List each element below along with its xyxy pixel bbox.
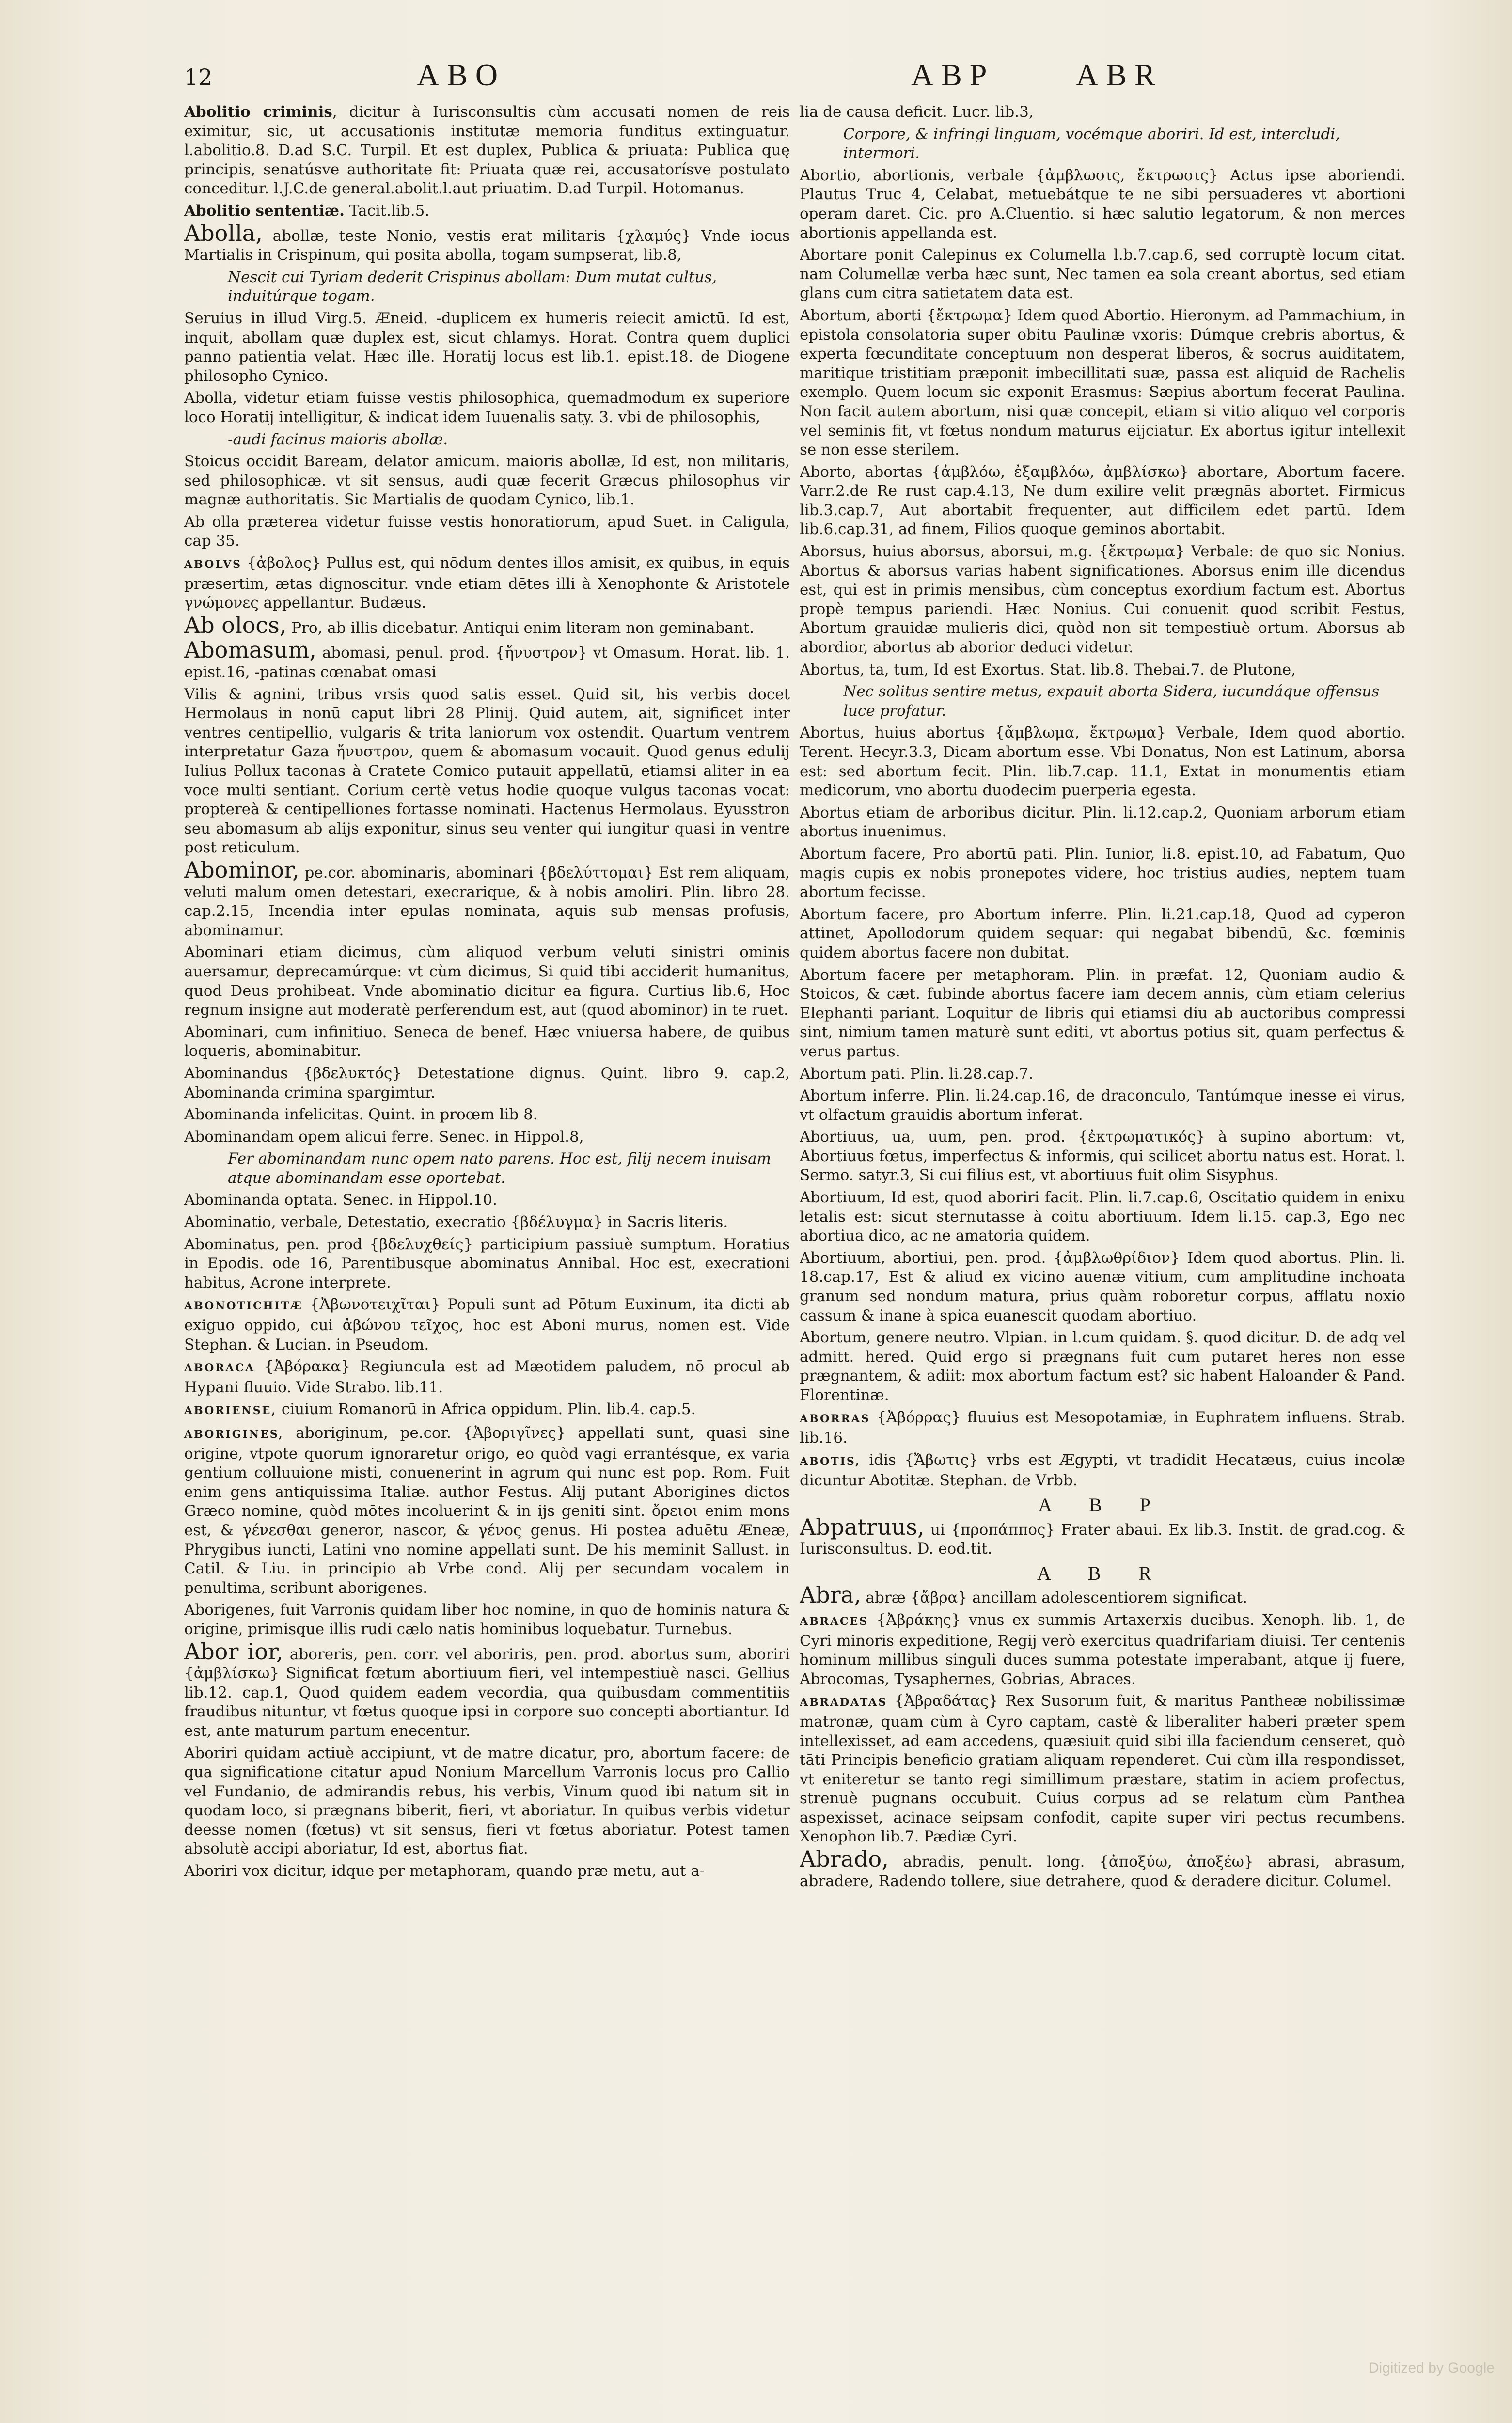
- entry-headword: Ab olocs,: [184, 612, 287, 638]
- dictionary-entry: [184, 1023, 790, 1061]
- entry-text: idis {Ἄβωτις} vrbs est Ægypti, vt tradidit Hecatæus, cuius incolæ dicuntur Abotitæ. Stephan. de Vrbb.: [800, 1451, 1405, 1490]
- verse-quote: -audi facinus maioris abollæ.: [228, 430, 448, 448]
- dictionary-entry: [800, 1065, 1405, 1084]
- entry-headword: Abomasum,: [184, 637, 316, 663]
- dictionary-entry: [800, 724, 1405, 800]
- dictionary-entry: [184, 943, 790, 1020]
- dictionary-entry: [184, 389, 790, 427]
- verse-quote: Nec solitus sentire metus, expauit aborta Sidera, iucundáque offensus luce profatur.: [843, 683, 1380, 720]
- entry-text: Abortiuum, Id est, quod aboriri facit. Plin. li.7.cap.6, Oscitatio quidem in enixu letalis est: sicut sternutasse à coitu abortiuum. Idem li.15. cap.3, Ego nec abortiua dico, ac ne amatoria quidem.: [800, 1189, 1405, 1245]
- dictionary-entry: [800, 1086, 1405, 1125]
- entry-text: {Ἀβόρακα} Regiuncula est ad Mæotidem paludem, nō procul ab Hypani fluuio. Vide Strabo. lib.11.: [184, 1358, 790, 1396]
- dictionary-entry: [184, 856, 790, 940]
- verse-quote: Fer abominandam nunc opem nato parens. Hoc est, filij necem inuisam atque abominandam esse oportebat.: [228, 1150, 771, 1187]
- entry-headword: ABONOTICHITÆ: [184, 1300, 303, 1313]
- dictionary-entry: [184, 220, 790, 265]
- entry-text: Abortus, ta, tum, Id est Exortus. Stat. lib.8. Thebai.7. de Plutone,: [800, 661, 1296, 678]
- dictionary-entry: [184, 1128, 790, 1147]
- entry-text: ui {προπάππος} Frater abaui. Ex lib.3. Instit. de grad.cog. & Iurisconsultus. D. eod.tit.: [800, 1521, 1405, 1558]
- dictionary-entry: [800, 1408, 1405, 1448]
- dictionary-entry: [800, 166, 1405, 243]
- dictionary-entry: [800, 1692, 1405, 1847]
- entry-text: abræ {ἄβρα} ancillam adolescentiorem significat.: [861, 1589, 1247, 1607]
- verse-quote: Corpore, & infringi linguam, vocémque aboriri. Id est, intercludi, intermori.: [843, 125, 1340, 162]
- dictionary-entry: [184, 612, 790, 638]
- entry-text: Stoicus occidit Baream, delator amicum. maioris abollæ, Id est, non militaris, sed philosophicæ. vt sit sensus, audi quæ fecerit Græcus philosophus vir magnæ authoritatis. Sic Martialis de quodam Cynico, lib.1.: [184, 453, 790, 509]
- dictionary-entry: [800, 1451, 1405, 1491]
- entry-text: Seruius in illud Virg.5. Æneid. -duplicem ex humeris reiecit amictū. Id est, inquit, abollam quæ duplex est, sicut chlamys. Horat. Contra quem duplici panno patientia velat. Hæc ille. Horatij locus est lib.1. epist.18. de Diogene philosopho Cynico.: [184, 309, 790, 385]
- entry-headword: ABORACA: [184, 1362, 255, 1375]
- dictionary-entry: [184, 1191, 790, 1210]
- dictionary-entry: [800, 542, 1405, 658]
- page-number: 12: [184, 64, 213, 90]
- entry-text: Abominatus, pen. prod {βδελυχθείς} participium passiuè sumptum. Horatius in Epodis. ode 16, Parentibusque abominatus Annibal. Hoc est, execrationi habitus, Acrone interprete.: [184, 1235, 790, 1291]
- dictionary-entry: [800, 1846, 1405, 1891]
- entry-text: Abortare ponit Calepinus ex Columella l.b.7.cap.6, sed corruptè locum citat. nam Columellæ verba hæc sunt, Nec tamen ea sola creant abortus, sed etiam glans cum citra satietatem data est.: [800, 246, 1405, 302]
- dictionary-entry: [184, 1235, 790, 1293]
- digitization-watermark: Digitized by Google: [1368, 2360, 1495, 2376]
- dictionary-entry: [184, 513, 790, 551]
- entry-text: Abortus etiam de arboribus dicitur. Plin. li.12.cap.2, Quoniam arborum etiam abortus inuenimus.: [800, 803, 1405, 841]
- entry-text: Abortus, huius abortus {ἄμβλωμα, ἔκτρωμα} Verbale, Idem quod abortio. Terent. Hecyr.3.3, Dicam abortum esse. Vbi Donatus, Non est Latinum, aborsa est: sed abortum fecit. Plin. lib.7.cap. 11.1, Extat in monumentis etiam medicorum, vno abortu duodecim puerperia egesta.: [800, 724, 1405, 800]
- entry-text: {Ἀβωνοτειχῖται} Populi sunt ad Pōtum Euxinum, ita dicti ab exiguo oppido, cui ἀβώνου τεῖχος, hoc est Aboni murus, nomen est. Vide Stephan. & Lucian. in Pseudom.: [184, 1296, 790, 1353]
- entry-text: {Ἀβράκης} vnus ex summis Artaxerxis ducibus. Xenoph. lib. 1, de Cyri minoris expeditione, Regij verò exercitus quadrifariam diuisi. Ter centenis hominum millibus singuli duces summa potestate imperabant, atque ij fuere, Abrocomas, Tysaphernes, Gobrias, Abraces.: [800, 1611, 1405, 1688]
- entry-text: aboriginum, pe.cor. {Ἀβοριγῖνες} appellati sunt, quasi sine origine, vtpote quorum ignoraretur origo, eo quòd vagi errantésque, ex varia gentium colluuione misti, conuenerint in agrum qui nunc est pop. Rom. Fuit enim gens antiquissima Italiæ. author Festus. Alij putant Aborigines dictos Græco nomine, quòd mōtes incoluerint & in ijs geniti sint. ὄρειοι enim mons est, & γένεσθαι generor, nascor, & γένος genus. Hi postea aduētu Æneæ, Phrygibus iuncti, Latini vno nomine appellati sunt. De his meminit Sallust. in Catil. & Liu. in principio ab Vrbe cond. Alij per secundam vocalem in penultima, scribunt aborigenes.: [184, 1424, 790, 1597]
- entry-headword: Abominor,: [184, 856, 299, 883]
- entry-headword: ABOTIS,: [800, 1455, 861, 1468]
- left-running-headword: ABO: [417, 58, 506, 92]
- entry-text: Pro, ab illis dicebatur. Antiqui enim literam non geminabant.: [286, 619, 755, 637]
- dictionary-entry: [184, 554, 790, 613]
- entry-text: Ab olla præterea videtur fuisse vestis honoratiorum, apud Suet. in Caligula, cap 35.: [184, 513, 790, 550]
- entry-text: Abominandam opem alicui ferre. Senec. in Hippol.8,: [184, 1128, 584, 1146]
- entry-headword: Abpatruus,: [800, 1513, 925, 1540]
- entry-text: abollæ, teste Nonio, vestis erat militaris {χλαμύς} Vnde iocus Martialis in Crispinum, qui posita abolla, togam sumpserat, lib.8,: [184, 227, 790, 264]
- entry-headword: ABRACES: [800, 1615, 869, 1628]
- dictionary-entry: [184, 1744, 790, 1859]
- entry-text: Tacit.lib.5.: [344, 202, 430, 220]
- entry-text: Abortum, aborti {ἔκτρωμα} Idem quod Abortio. Hieronym. ad Pammachium, in epistola consolatoria super obitu Paulinæ vxoris: Dúmque crebris abortus, & experta fœcunditate conceptuum non desperat liberos, & socrus auiditatem, maritique tristitiam præponit imbecillitati suæ, passa est aliquid de Rachelis exemplo. Quem locum sic exponit Erasmus: Sæpius abortum fecerat Paulina. Non facit autem abortum, nisi quæ concepit, etiam si vitio aliquo vel corporis vel seminis fit, vt fœtus nondum maturus eijciatur. Ex abortus igitur intellexit se non esse sterilem.: [800, 306, 1405, 459]
- dictionary-entry: [184, 1601, 790, 1639]
- entry-text: {ἀβολος} Pullus est, qui nōdum dentes illos amisit, ex quibus, in equis præsertim, ætas dignoscitur. vnde etiam dētes illi à Xenophonte & Aristotele γνώμονες appellantur. Budæus.: [184, 554, 790, 612]
- dictionary-entry: [184, 1400, 790, 1421]
- right-running-headword-1: ABP: [911, 58, 995, 92]
- entry-text: Abortio, abortionis, verbale {ἀμβλωσις, ἔκτρωσις} Actus ipse aboriendi. Plautus Truc 4, Celabat, metuebátque te ne sibi persuaderes vt abortioni operam daret. Cic. pro A.Cluentio. si hæc salutio legatorum, & non merces abortionis appellanda est.: [800, 166, 1405, 242]
- entry-text: lia de causa deficit. Lucr. lib.3,: [800, 103, 1034, 121]
- entry-text: Abortum, genere neutro. Vlpian. in l.cum quidam. §. quod dicitur. D. de adq vel admitt. hered. Quid ergo si prægnans fuit cum putaret heres non esse prægnantem, & adiit: mox abortum factum est? sic habent Haloander & Pand. Florentinæ.: [800, 1329, 1405, 1404]
- entry-text: Aboriri quidam actiuè accipiunt, vt de matre dicatur, pro, abortum facere: de qua significatione citatur apud Nonium Marcellum Varronis locus pro Callio vel Fundanio, de admirandis rebus, his verbis, Vinum quod ibi natum sit in quodam loco, si prægnans biberit, fieri, vt aboriatur. In quibus verbis videtur deesse nomen (fœtus) vt sit sensus, fieri vt fœtus aboriatur. Potest tamen absolutè accipi aboriatur, Id est, abortus fiat.: [184, 1744, 790, 1858]
- dictionary-entry: [184, 1638, 790, 1741]
- dictionary-entry: [800, 306, 1405, 460]
- entry-text: Abortum facere per metaphoram. Plin. in præfat. 12, Quoniam audio & Stoicos, & cæt. fubinde abortus facere iam decem annis, cùm etiam celerius Elephanti pariant. Loquitur de libris qui etiamsi diu ab auctoribus compressi sint, nimium tamen maturè sunt editi, vt abortus potius sit, quam perfectus & verus partus.: [800, 966, 1405, 1060]
- dictionary-entry: [184, 1424, 790, 1598]
- right-running-headword-2: ABR: [1076, 58, 1163, 92]
- entry-headword: Abolitio criminis: [184, 103, 332, 121]
- entry-headword: Abrado,: [800, 1846, 889, 1872]
- dictionary-entry: [184, 1295, 790, 1354]
- dictionary-entry: [800, 1611, 1405, 1689]
- entry-headword: Abolitio sententiæ.: [184, 202, 345, 220]
- entry-headword: Abolla,: [184, 220, 263, 246]
- dictionary-entry: [800, 1188, 1405, 1246]
- entry-text: ciuium Romanorū in Africa oppidum. Plin. lib.4. cap.5.: [277, 1400, 696, 1418]
- left-column: [184, 103, 790, 2332]
- dictionary-entry: [800, 1128, 1405, 1185]
- entry-text: abomasi, penul. prod. {ἤνυστρον} vt Omasum. Horat. lib. 1. epist.16, -patinas cœnabat omasi: [184, 644, 790, 681]
- dictionary-entry: [184, 202, 790, 221]
- entry-text: Abortum facere, Pro abortū pati. Plin. Iunior, li.8. epist.10, ad Fabatum, Quo magis cupis ex nobis pronepotes videre, hoc tristius audies, neptem tuam abortum fecisse.: [800, 845, 1405, 901]
- dictionary-entry: [800, 1582, 1405, 1608]
- dictionary-entry: [184, 1862, 790, 1881]
- dictionary-entry: [800, 463, 1405, 539]
- entry-text: {Ἀβόρρας} fluuius est Mesopotamiæ, in Euphratem influens. Strab. lib.16.: [800, 1408, 1405, 1447]
- entry-text: Abominanda infelicitas. Quint. in proœm lib 8.: [184, 1106, 538, 1124]
- entry-headword: Abor ior,: [184, 1638, 284, 1665]
- dictionary-entry: [184, 1213, 790, 1232]
- dictionary-entry: [800, 1513, 1405, 1559]
- entry-text: pe.cor. abominaris, abominari {βδελύττομαι} Est rem aliquam, veluti malum omen detestari, execrarique, & à nobis amoliri. Plin. libro 28. cap.2.15, Incendia inter epulas nominata, aquis sub mensas profusis, abominamur.: [184, 864, 790, 939]
- dictionary-entry: [800, 966, 1405, 1062]
- dictionary-entry: [800, 845, 1405, 902]
- entry-text: Abominatio, verbale, Detestatio, execratio {βδέλυγμα} in Sacris literis.: [184, 1213, 728, 1231]
- right-column: [800, 103, 1405, 2332]
- entry-headword: ABORRAS: [800, 1412, 870, 1425]
- dictionary-entry: [184, 452, 790, 510]
- dictionary-entry: [184, 1064, 790, 1102]
- dictionary-entry: [184, 637, 790, 682]
- dictionary-entry: [800, 103, 1405, 122]
- entry-text: Abominanda optata. Senec. in Hippol.10.: [184, 1191, 497, 1209]
- entry-text: {Ἀβραδάτας} Rex Susorum fuit, & maritus Pantheæ nobilissimæ matronæ, quam cùm à Cyro captam, castè & liberaliter haberi præter spem intellexisset, ad eam accedens, quæsiuit quid sibi illa faciendum censeret, quò tāti Principis beneficio gratiam aliquam rependeret. Cui cùm illa respondisset, vt eniteretur se tanto regi simillimum præstare, statim in aciem profectus, strenuè pugnans occubuit. Cuius corpus ad se relatum cùm Panthea aspexisset, acinace seipsam confodit, capite super viri pectus recumbens. Xenophon lib.7. Pædiæ Cyri.: [800, 1692, 1405, 1846]
- entry-text: Aboriri vox dicitur, idque per metaphoram, quando præ metu, aut a-: [184, 1862, 705, 1880]
- entry-text: Aborsus, huius aborsus, aborsui, m.g. {ἔκτρωμα} Verbale: de quo sic Nonius. Abortus & aborsus varias habent significationes. Aborsus enim ille dicendus est, qui est in primis mensibus, cùm conceptus exordium factum est. Abortus propè tempus pariendi. Hæc Nonius. Cui conuenit quod scribit Festus, Abortum grauidæ mulieris dici, quòd non sit tempestiuè ortum. Aborsus ab abordior, abortus ab aborior deduci videtur.: [800, 543, 1405, 657]
- dictionary-entry: [184, 685, 790, 858]
- entry-headword: ABRADATAS: [800, 1696, 888, 1709]
- dictionary-entry: [800, 905, 1405, 963]
- entry-text: Abominari, cum infinitiuo. Seneca de benef. Hæc vniuersa habere, de quibus loqueris, abominabitur.: [184, 1023, 790, 1060]
- entry-headword: Abra,: [800, 1582, 861, 1608]
- entry-text: aboreris, pen. corr. vel aboriris, pen. prod. abortus sum, aboriri {ἀμβλίσκω} Significat fœtum abortiuum fieri, vel intempestiuè nasci. Gellius lib.12. cap.1, Quod quidem eadem vecordia, qua quibusdam commentitiis fraudibus nituntur, vt fœtus quoque ipsi in corpore suo concepti abortiantur. Id est, ante maturum partum enecentur.: [184, 1645, 790, 1740]
- dictionary-entry: [800, 1328, 1405, 1405]
- dictionary-entry: [184, 1105, 790, 1125]
- entry-text: , dicitur à Iurisconsultis cùm accusati nomen de reis eximitur, sic, ut accusationis institutæ memoria funditus extinguatur. l.abolitio.8. D.ad S.C. Turpil. Et est duplex, Publica & priuata: Publica quę principis, senatúsve authoritate fit: Priuata quæ rei, accusatorísve postulato conceditur. l.J.C.de general.abolit.l.aut priuatim. D.ad Turpil. Hotomanus.: [184, 103, 790, 198]
- entry-text: Abortiuus, ua, uum, pen. prod. {ἐκτρωματικός} à supino abortum: vt, Abortiuus fœtus, imperfectus & informis, qui scilicet abortu natus est. Horat. l. Sermo. satyr.3, Si cui filius est, vt abortiuus fuit olim Sisyphus.: [800, 1128, 1405, 1184]
- dictionary-entry: [184, 1357, 790, 1397]
- dictionary-entry: [184, 103, 790, 199]
- entry-text: Aborto, abortas {ἀμβλόω, ἐξαμβλόω, ἀμβλίσκω} abortare, Abortum facere. Varr.2.de Re rust cap.4.13, Ne dum exilire velit prægnās abortet. Firmicus lib.3.cap.7, Aut abortabit frequenter, aut difficilem edet partū. Idem lib.6.cap.31, ad finem, Filios quoque geminos abortabit.: [800, 463, 1405, 538]
- verse-quote: Nescit cui Tyriam dederit Crispinus abollam: Dum mutat cultus, induitúrque togam.: [228, 268, 717, 305]
- section-heading: A B P: [1038, 1494, 1167, 1516]
- dictionary-entry: [800, 661, 1405, 680]
- entry-headword: ABORIGINES,: [184, 1428, 284, 1441]
- section-heading: A B R: [1037, 1562, 1168, 1584]
- dictionary-entry: [800, 1249, 1405, 1325]
- entry-headword: ABORIENSE,: [184, 1404, 277, 1417]
- entry-text: Abortum facere, pro Abortum inferre. Plin. li.21.cap.18, Quod ad cyperon attinet, Apollodorum quidem sequar: qui negabat bibendū, &c. fœminis quidem abortus facere non dubitat.: [800, 905, 1405, 961]
- entry-text: Abortum pati. Plin. li.28.cap.7.: [800, 1065, 1034, 1083]
- dictionary-entry: [800, 246, 1405, 303]
- entry-text: Abominandus {βδελυκτός} Detestatione dignus. Quint. libro 9. cap.2, Abominanda crimina spargimtur.: [184, 1064, 790, 1101]
- dictionary-entry: [800, 803, 1405, 842]
- entry-text: Vilis & agnini, tribus vrsis quod satis esset. Quid sit, his verbis docet Hermolaus in nonū caput libri 28 Plinij. Quid autem, ait, significet inter ventres centipellio, vulgaris & trita laniorum vox ostendit. Quartum ventrem interpretatur Gaza ἤνυστρον, quem & abomasum vocauit. Quod genus edulij Iulius Pollux taconas à Cratete Comico putauit appellatū, etiamsi aliter in ea voce multi sentiant. Corium certè vetus hodie quoque vulgus taconas vocat: proptereà & centipelliones fortasse nominati. Hactenus Hermolaus. Eyusstron seu abomasum ab alijs exponitur, sinus seu venter qui iungitur quasi in ventre post reticulum.: [184, 685, 790, 857]
- entry-text: Abominari etiam dicimus, cùm aliquod verbum veluti sinistri ominis auersamur, deprecamúrque: vt cùm dicimus, Si quid tibi acciderit humanitus, quod Deus prohibeat. Vnde abominatio dicitur ea figura. Curtius lib.6, Hoc regnum insigne aut moderatè perferendum est, aut (quod abominor) in te ruet.: [184, 944, 790, 1019]
- entry-headword: ABOLVS: [184, 558, 242, 571]
- dictionary-entry: [184, 309, 790, 386]
- entry-text: Abolla, videtur etiam fuisse vestis philosophica, quemadmodum ex superiore loco Horatij intelligitur, & indicat idem Iuuenalis saty. 3. vbi de philosophis,: [184, 389, 790, 426]
- entry-text: Abortiuum, abortiui, pen. prod. {ἀμβλωθρίδιον} Idem quod abortus. Plin. li. 18.cap.17, Est & aliud ex vicino auenæ vitium, cum amplitudine inchoata granum sed nondum matura, prius quàm roboretur corpus, afflatu noxio cassum & inane à spica euanescit quodam abortiuo.: [800, 1249, 1405, 1324]
- entry-text: Aborigenes, fuit Varronis quidam liber hoc nomine, in quo de hominis natura & origine, primisque illis rudi cælo natis hominibus loquebatur. Turnebus.: [184, 1601, 790, 1638]
- entry-text: Abortum inferre. Plin. li.24.cap.16, de draconculo, Tantúmque inesse ei virus, vt olfactum grauidis abortum inferat.: [800, 1087, 1405, 1124]
- entry-text: abradis, penult. long. {ἀποξύω, ἀποξέω} abrasi, abrasum, abradere, Radendo tollere, siue detrahere, quod & deradere dicitur. Columel.: [800, 1853, 1405, 1890]
